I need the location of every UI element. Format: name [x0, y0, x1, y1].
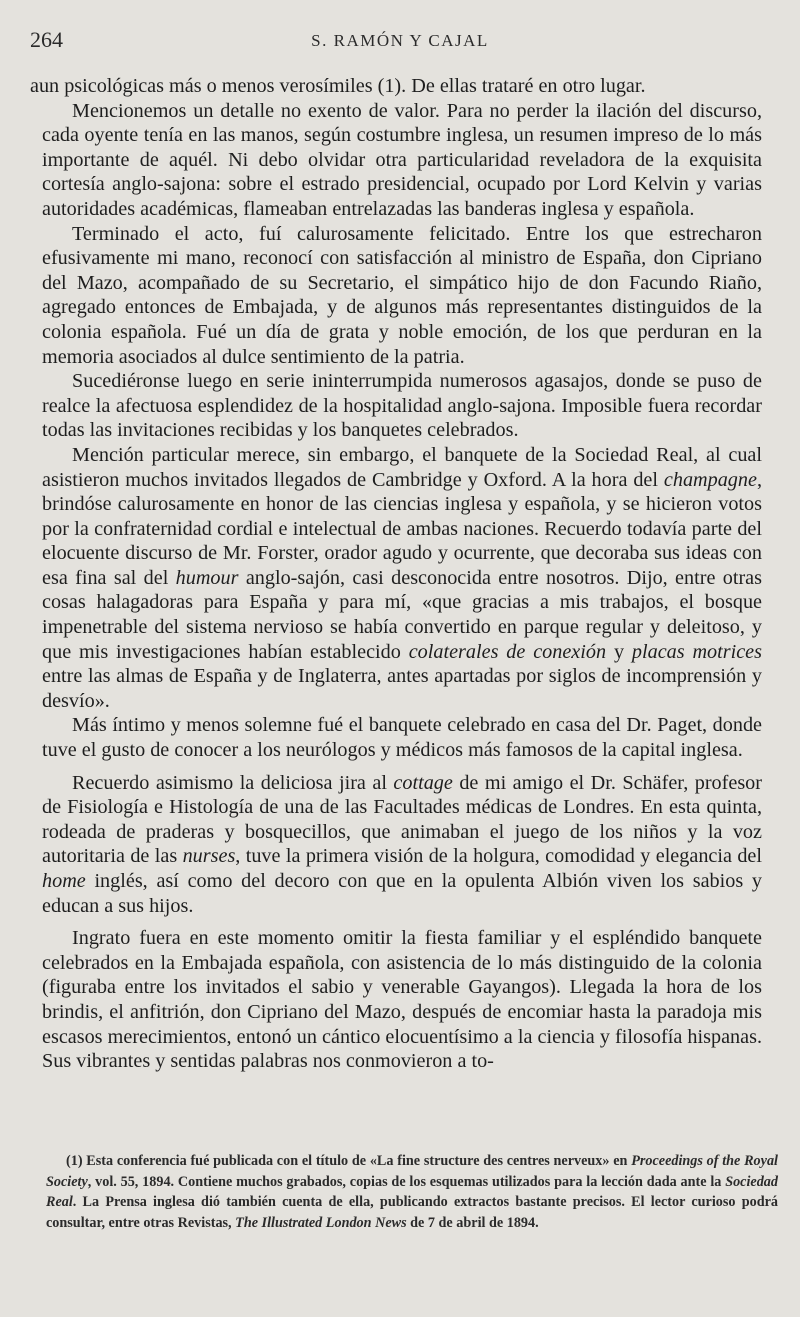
text-run: . La Prensa inglesa dió también cuenta de ella, publicando extractos bastante precisos. El lector curioso podrá consultar, entre otras Revistas, — [46, 1194, 778, 1231]
italic-term: humour — [175, 566, 239, 589]
text-run: anglo-sajón, casi desconocida entre nosotros. Dijo, entre otras cosas halagadoras para España y para mí, «que gracias a mis trabajos, el bosque impenetrable del sistema nervioso se había convertido en parque regular y deleitoso, y que mis investigaciones habían establecido — [42, 566, 762, 663]
text-run: Sucediéronse luego en serie ininterrumpida numerosos agasajos, donde se puso de realce la afectuosa esplendidez de la hospitalidad anglo-sajona. Imposible fuera recordar todas las invitaciones recibidas y los banquetes celebrados. — [42, 370, 762, 442]
footnote-text — [46, 1151, 778, 1233]
text-run: inglés, así como del decoro con que en la opulenta Albión viven los sabios y educan a sus hijos. — [42, 870, 762, 917]
italic-term: The Illustrated London News — [235, 1214, 407, 1231]
paragraph — [42, 713, 762, 762]
italic-term: home — [42, 870, 86, 892]
italic-term: placas motrices — [631, 640, 763, 663]
text-run: entre las almas de España y de Inglaterra, antes apartadas por siglos de incomprensión y desvío». — [42, 665, 762, 712]
text-run: aun psicológicas más o menos verosímiles (1). De ellas trataré en otro lugar. — [30, 75, 646, 97]
text-run: Terminado el acto, fuí calurosamente felicitado. Entre los que estrecharon efusivamente mi mano, reconocí con satisfacción al ministro de España, don Cipriano del Mazo, acompañado de su Secretario, el simpático hijo de don Facundo Riaño, agregado entonces de Embajada, y de algunos más representantes distinguidos de la colonia española. Fué un día de grata y noble emoción, de los que perduran en la memoria asociados al dulce sentimiento de la patria. — [42, 222, 762, 368]
running-head: S. RAMÓN Y CAJAL — [311, 31, 489, 50]
paragraph — [42, 99, 762, 222]
paragraph-continuation — [30, 74, 762, 99]
italic-term: cottage — [393, 771, 453, 794]
text-run: , vol. 55, 1894. Contiene muchos grabados, copias de los esquemas utilizados para la lección dada ante la — [87, 1173, 726, 1190]
text-run: de 7 de abril de 1894. — [406, 1214, 539, 1231]
italic-term: colaterales de conexión — [408, 640, 607, 663]
text-run: (1) Esta conferencia fué publicada con el título de «La fine structure des centres nerveux» en — [66, 1153, 632, 1169]
italic-term: champagne — [663, 468, 757, 491]
paragraph — [42, 926, 762, 1074]
text-run: Recuerdo asimismo la deliciosa jira al — [72, 771, 394, 794]
paragraph — [42, 443, 762, 714]
footnote — [46, 1151, 778, 1233]
paragraph — [42, 771, 762, 919]
text-run: y — [606, 640, 632, 663]
italic-term: Sociedad Real — [46, 1173, 778, 1211]
paragraph — [42, 369, 762, 443]
italic-term: Proceedings of the Royal Society — [46, 1153, 778, 1190]
text-run: Mencionemos un detalle no exento de valor. Para no perder la ilación del discurso, cada oyente tenía en las manos, según costumbre inglesa, un resumen impreso de lo más importante de aquél. Ni debo olvidar otra particularidad reveladora de la exquisita cortesía anglo-sajona: sobre el estrado presidencial, ocupado por Lord Kelvin y varias autoridades académicas, flameaban entrelazadas las banderas inglesa y española. — [42, 99, 762, 220]
italic-term: nurses — [182, 845, 236, 868]
body-text — [30, 74, 763, 1074]
text-run: Más íntimo y menos solemne fué el banquete celebrado en casa del Dr. Paget, donde tuve el gusto de conocer a los neurólogos y médicos más famosos de la capital inglesa. — [42, 714, 762, 762]
text-run: Mención particular merece, sin embargo, el banquete de la Sociedad Real, al cual asistieron muchos invitados llegados de Cambridge y Oxford. A la hora del — [42, 443, 762, 491]
text-run: Ingrato fuera en este momento omitir la fiesta familiar y el espléndido banquete celebrados en la Embajada española, con asistencia de lo más distinguido de la colonia (figuraba entre los invitados el sabio y venerable Gayangos). Llegada la hora de los brindis, el anfitrión, don Cipriano del Mazo, después de encomiar hasta la paradoja mis escasos merecimientos, entonó un cántico elocuentísimo a la ciencia y filosofía hispanas. Sus vibrantes y sentidas palabras nos conmovieron a to- — [42, 927, 762, 1073]
text-run: , tuve la primera visión de la holgura, comodidad y elegancia del — [235, 845, 762, 868]
text-run: , brindóse calurosamente en honor de las ciencias inglesa y española, y se hicieron votos por la confraternidad cordial e intelectual de ambas naciones. Recuerdo todavía parte del elocuente discurso de Mr. Forster, orador agudo y ocurrente, que decoraba sus ideas con esa fina sal del — [42, 468, 762, 589]
page-header — [0, 27, 800, 57]
text-run: de mi amigo el Dr. Schäfer, profesor de Fisiología e Histología de una de las Facultades médicas de Londres. En esta quinta, rodeada de praderas y bosquecillos, que animaban el juego de los niños y la voz autoritaria de las — [42, 771, 762, 868]
paragraph — [42, 222, 762, 370]
page-number: 264 — [30, 27, 63, 52]
